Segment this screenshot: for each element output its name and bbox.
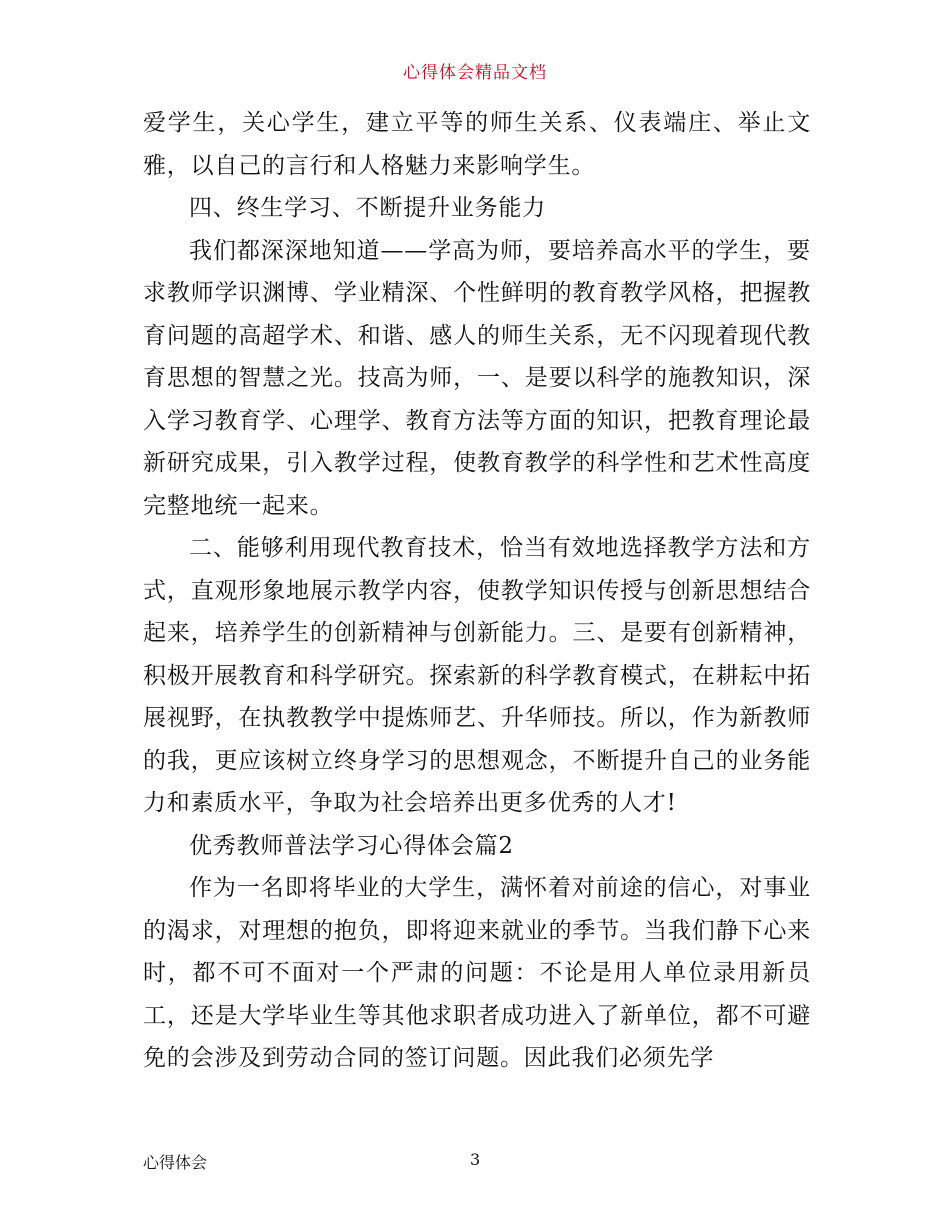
- document-body: [143, 102, 811, 1080]
- page-header-title: 心得体会精品文档: [403, 63, 547, 83]
- paragraph: 作为一名即将毕业的大学生，满怀着对前途的信心，对事业的渴求，对理想的抱负，即将迎来就业的季节。当我们静下心来时，都不可不面对一个严肃的问题：不论是用人单位录用新员工，还是大学毕业生等其他求职者成功进入了新单位，都不可避免的会涉及到劳动合同的签订问题。因此我们必须先学: [143, 875, 811, 1071]
- article-heading: 优秀教师普法学习心得体会篇2: [189, 832, 514, 859]
- section-heading: 四、终生学习、不断提升业务能力: [189, 195, 546, 221]
- paragraph: 爱学生，关心学生，建立平等的师生关系、仪表端庄、举止文雅，以自己的言行和人格魅力来影响学生。: [143, 110, 811, 179]
- page-number: 3: [470, 1150, 481, 1169]
- paragraph: 二、能够利用现代教育技术，恰当有效地选择教学方法和方式，直观形象地展示教学内容，使教学知识传授与创新思想结合起来，培养学生的创新精神与创新能力。三、是要有创新精神，积极开展教育和科学研究。探索新的科学教育模式，在耕耘中拓展视野，在执教教学中提炼师艺、升华师技。所以，作为新教师的我，更应该树立终身学习的思想观念，不断提升自己的业务能力和素质水平，争取为社会培养出更多优秀的人才!: [143, 535, 811, 816]
- footer-label: 心得体会: [143, 1153, 208, 1172]
- paragraph: 我们都深深地知道——学高为师，要培养高水平的学生，要求教师学识渊博、学业精深、个性鲜明的教育教学风格，把握教育问题的高超学术、和谐、感人的师生关系，无不闪现着现代教育思想的智慧之光。技高为师，一、是要以科学的施教知识，深入学习教育学、心理学、教育方法等方面的知识，把教育理论最新研究成果，引入教学过程，使教育教学的科学性和艺术性高度完整地统一起来。: [143, 237, 811, 519]
